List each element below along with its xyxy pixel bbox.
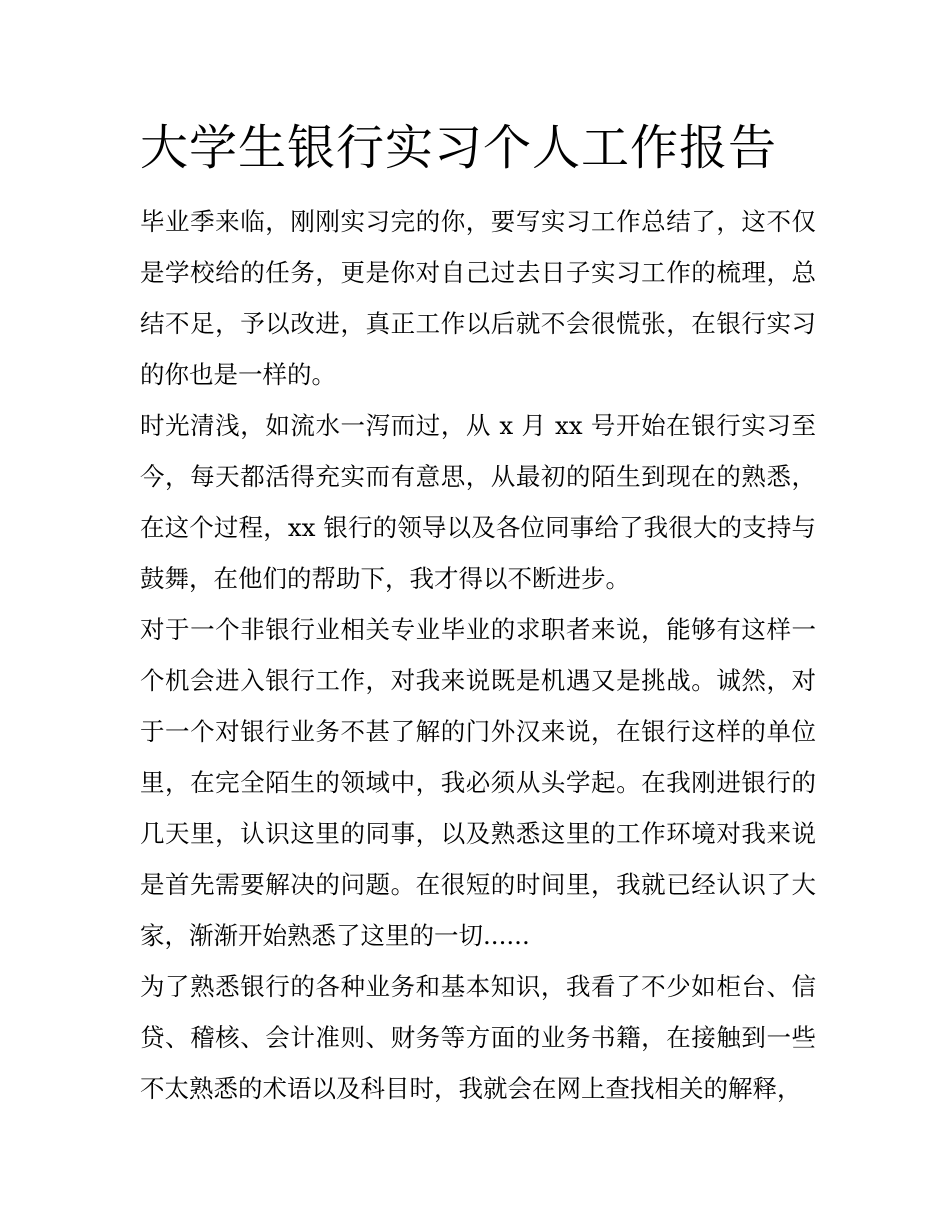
paragraph-intro: 毕业季来临，刚刚实习完的你，要写实习工作总结了，这不仅是学校给的任务，更是你对自己过去日子实习工作的梳理，总结不足，予以改进，真正工作以后就不会很慌张，在银行实习的你也是一样的。 [140,207,816,389]
document-title: 大学生银行实习个人工作报告 [140,120,778,176]
paragraph-learning: 为了熟悉银行的各种业务和基本知识，我看了不少如柜台、信贷、稽核、会计准则、财务等方面的业务书籍，在接触到一些不太熟悉的术语以及科目时，我就会在网上查找相关的解释， [140,972,816,1103]
paragraph-challenge: 对于一个非银行业相关专业毕业的求职者来说，能够有这样一个机会进入银行工作，对我来说既是机遇又是挑战。诚然，对于一个对银行业务不甚了解的门外汉来说，在银行这样的单位里，在完全陌生的领域中，我必须从头学起。在我刚进银行的几天里，认识这里的同事，以及熟悉这里的工作环境对我来说是首先需要解决的问题。在很短的时间里，我就已经认识了大家，渐渐开始熟悉了这里的一切...... [140,615,816,950]
paragraph-timeline: 时光清浅，如流水一泻而过，从 x 月 xx 号开始在银行实习至今，每天都活得充实而有意思，从最初的陌生到现在的熟悉，在这个过程，xx 银行的领导以及各位同事给了我很大的支持与鼓舞，在他们的帮助下，我才得以不断进步。 [140,411,816,593]
document-body [140,196,816,1114]
